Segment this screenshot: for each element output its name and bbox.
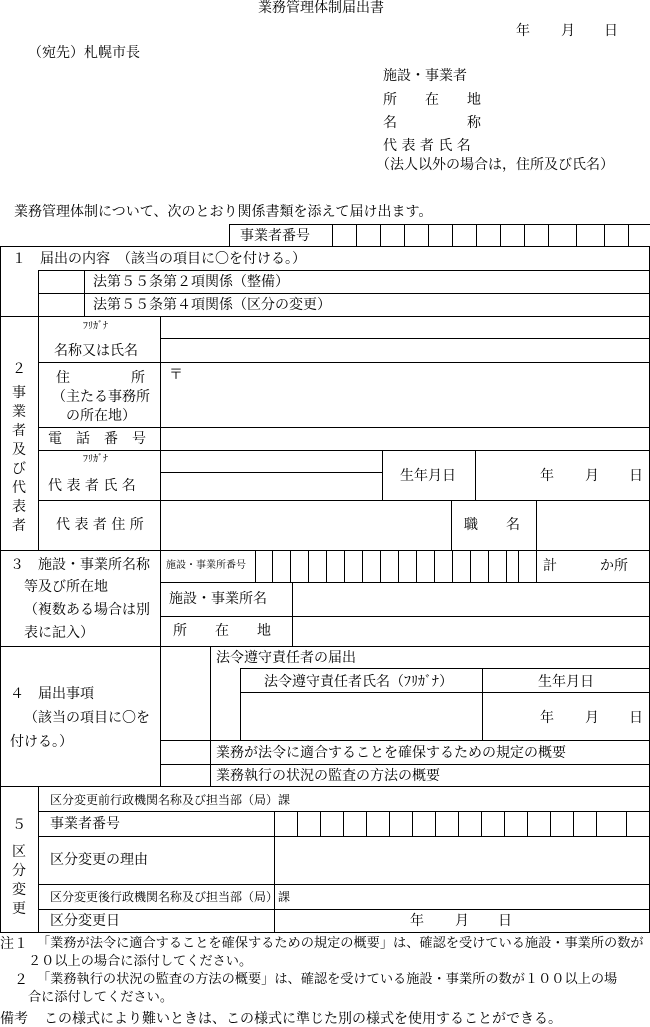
officer-name-input[interactable]	[241, 693, 482, 740]
rep-address-input[interactable]	[161, 501, 451, 550]
section5-number: ５	[12, 817, 26, 833]
address-label-a: 住	[56, 370, 70, 386]
date-month-label: 月	[561, 23, 575, 39]
officer-name-label: 法令遵守責任者氏名（ﾌﾘｶﾞﾅ）	[264, 674, 453, 690]
officer-birth-input[interactable]	[483, 693, 649, 740]
position-input[interactable]	[537, 501, 649, 550]
section4-sub1: （該当の項目に〇を	[24, 710, 150, 726]
facility-name-input[interactable]	[293, 583, 649, 616]
phone-label: 電 話 番 号	[48, 431, 146, 447]
note1-line1: 「業務が法令に適合することを確保するための規定の概要」は、確認を受けている施設・事業所の数が	[37, 936, 644, 951]
change-date-year: 年	[410, 913, 424, 929]
rep-birth-day: 日	[629, 468, 643, 484]
furigana-label: ﾌﾘｶﾞﾅ	[83, 321, 108, 332]
facility-total-unit: か所	[600, 558, 628, 574]
section2-vertical-title: 事業者及び代表者	[12, 385, 26, 534]
s5-business-number-label: 事業者番号	[50, 816, 120, 832]
officer-birth-day: 日	[629, 710, 643, 726]
postal-mark: 〒	[169, 367, 183, 383]
address-label-b: 所	[131, 370, 145, 386]
section1-option2-circle-cell[interactable]	[39, 294, 84, 316]
date-year-label: 年	[516, 23, 530, 39]
officer-birth-month: 月	[585, 710, 599, 726]
applicant-address-label: 所 在 地	[383, 92, 481, 108]
section1-option1: 法第５５条第２項関係（整備）	[93, 274, 289, 290]
section5-vertical-title: 区分変更	[12, 844, 26, 917]
furigana-input[interactable]	[161, 317, 649, 338]
name-input[interactable]	[161, 339, 649, 362]
business-number-label: 事業者番号	[240, 228, 310, 244]
facility-total-label: 計	[543, 558, 557, 574]
note2-line2: 合に添付してください。	[28, 990, 174, 1005]
facility-name-label: 施設・事業所名	[169, 591, 267, 607]
facility-total-input[interactable]	[556, 551, 598, 582]
section4-item2: 業務が法令に適合することを確保するための規定の概要	[216, 745, 566, 761]
rep-name-input[interactable]	[161, 451, 382, 500]
name-label: 名称又は氏名	[54, 343, 138, 359]
note1-line2: ２０以上の場合に添付してください。	[28, 954, 253, 969]
applicant-facility-label: 施設・事業者	[383, 68, 467, 84]
before-agency-label: 区分変更前行政機関名称及び担当部（局）課	[50, 793, 291, 807]
address-input[interactable]	[161, 363, 649, 427]
addressee: （宛先）札幌市長	[28, 45, 140, 61]
section4-item3-circle-cell[interactable]	[161, 765, 210, 786]
rep-furigana-label: ﾌﾘｶﾞﾅ	[83, 454, 108, 465]
section3-title-line3: （複数ある場合は別	[24, 602, 150, 618]
section1-option1-circle-cell[interactable]	[39, 271, 84, 293]
remark-label: 備考	[0, 1011, 28, 1027]
applicant-name-label: 名 称	[383, 115, 481, 131]
after-agency-input[interactable]	[275, 885, 649, 909]
address-sub1: （主たる事務所	[52, 389, 150, 405]
change-date-input[interactable]	[275, 910, 649, 932]
after-agency-label: 区分変更後行政機関名称及び担当部（局）課	[50, 890, 291, 904]
officer-birth-year: 年	[540, 710, 554, 726]
rep-name-label: 代 表 者 氏 名	[48, 478, 136, 494]
phone-input[interactable]	[161, 428, 649, 450]
facility-location-input[interactable]	[293, 617, 649, 646]
change-date-label: 区分変更日	[50, 913, 120, 929]
section4-item1-circle-cell[interactable]	[161, 647, 210, 740]
facility-number-input[interactable]	[256, 551, 536, 582]
s5-business-number-input[interactable]	[275, 812, 649, 836]
position-label: 職 名	[464, 517, 520, 533]
section2-number: ２	[12, 361, 26, 377]
section1-option2: 法第５５条第４項関係（区分の変更）	[93, 297, 331, 313]
remark-text: この様式により難いときは、この様式に準じた別の様式を使用することができる。	[44, 1011, 562, 1027]
note2-label: ２	[14, 972, 28, 988]
rep-address-label: 代 表 者 住 所	[56, 517, 144, 533]
section1-title: １ 届出の内容 （該当の項目に〇を付ける。）	[12, 251, 306, 267]
section3-title-line4: 表に記入）	[24, 625, 94, 641]
facility-location-label: 所 在 地	[173, 623, 271, 639]
date-day-label: 日	[604, 23, 618, 39]
business-number-box[interactable]	[229, 224, 650, 246]
rep-birth-input[interactable]	[476, 451, 649, 500]
section4-item2-circle-cell[interactable]	[161, 741, 210, 764]
change-reason-input[interactable]	[275, 837, 649, 884]
section4-item3: 業務執行の状況の監査の方法の概要	[216, 768, 440, 784]
change-date-day: 日	[498, 913, 512, 929]
officer-birth-label: 生年月日	[538, 674, 594, 690]
applicant-note: （法人以外の場合は，住所及び氏名）	[376, 157, 614, 173]
applicant-rep-label: 代 表 者 氏 名	[383, 138, 471, 154]
rep-birth-label: 生年月日	[400, 468, 456, 484]
change-date-month: 月	[455, 913, 469, 929]
change-reason-label: 区分変更の理由	[50, 852, 148, 868]
section4-title: ４ 届出事項	[10, 686, 94, 702]
address-sub2: の所在地）	[66, 408, 136, 424]
section3-title-line2: 等及び所在地	[24, 579, 108, 595]
section3-title-line1: ３ 施設・事業所名称	[10, 557, 150, 573]
section4-sub2: 付ける。）	[10, 734, 73, 750]
rep-birth-month: 月	[585, 468, 599, 484]
rep-birth-year: 年	[540, 468, 554, 484]
before-agency-input[interactable]	[292, 787, 649, 811]
intro-text: 業務管理体制について、次のとおり関係書類を添えて届け出ます。	[14, 204, 433, 220]
facility-number-label: 施設・事業所番号	[166, 560, 246, 571]
section4-item1: 法令遵守責任者の届出	[216, 650, 356, 666]
note1-label: 注１	[0, 936, 28, 952]
note2-line1: 「業務執行の状況の監査の方法の概要」は、確認を受けている施設・事業所の数が１００以上の場	[37, 972, 618, 987]
page-title: 業務管理体制届出書	[258, 0, 384, 16]
